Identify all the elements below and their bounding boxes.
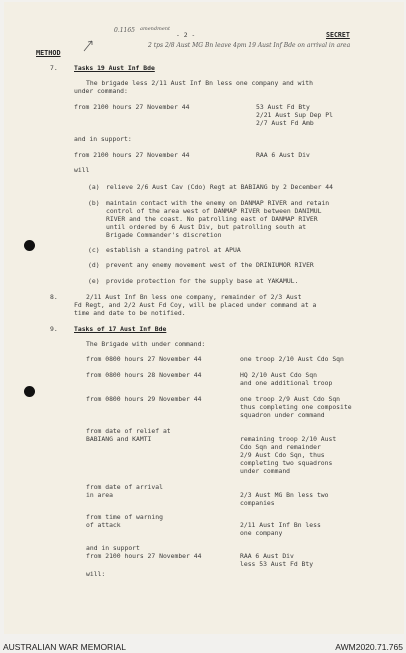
row-right: one company (240, 529, 283, 537)
row-right: squadron under command (240, 411, 325, 419)
task-line: until ordered by 6 Aust Div, but patrolling south at (106, 223, 307, 231)
page-number: - 2 - (176, 31, 196, 39)
row-right: under command (240, 467, 291, 475)
handwritten-reference: 0.1165 (114, 27, 135, 34)
row-right: HQ 2/10 Aust Cdo Sqn (240, 371, 317, 379)
para-number: 7. (50, 64, 58, 72)
row-right: 2/9 Aust Cdo Sqn, thus (240, 451, 325, 459)
unit-line: RAA 6 Aust Div (256, 151, 310, 159)
row-right: RAA 6 Aust Div (240, 552, 294, 560)
row-left: BABIANG and KAMTI (86, 435, 152, 443)
punch-hole (24, 240, 35, 251)
row-right: companies (240, 499, 275, 507)
row-right: completing two squadrons (240, 459, 333, 467)
handwritten-arrow-icon (82, 38, 96, 52)
from-text: from 2100 hours 27 November 44 (74, 103, 190, 111)
method-heading: METHOD (36, 49, 61, 57)
row-left: of attack (86, 521, 121, 529)
row-left: from date of arrival (86, 483, 163, 491)
task-line: maintain contact with the enemy on DANMAP RIVER and retain (106, 199, 330, 207)
row-right: thus completing one composite (240, 403, 352, 411)
row-right: remaining troop 2/10 Aust (240, 435, 337, 443)
para-text-line: The Brigade with under command: (86, 340, 206, 348)
row-right: one troop 2/10 Aust Cdo Sqn (240, 355, 344, 363)
row-right: one troop 2/9 Aust Cdo Sqn (240, 395, 341, 403)
unit-line: 2/21 Aust Sup Dep Pl (256, 111, 333, 119)
para-text-line: time and date to be notified. (74, 309, 186, 317)
para-text-line: 2/11 Aust Inf Bn less one company, remainder of 2/3 Aust (86, 293, 302, 301)
document-page (4, 2, 404, 634)
row-left: and in support (86, 544, 140, 552)
task-line: control of the area west of DANMAP RIVER between DANIMUL (106, 207, 322, 215)
para-heading: Tasks 19 Aust Inf Bde (74, 64, 155, 72)
unit-line: 2/7 Aust Fd Amb (256, 119, 314, 127)
row-left: in area (86, 491, 113, 499)
punch-hole (24, 386, 35, 397)
task-label: (c) (88, 246, 100, 254)
row-right: and one additional troop (240, 379, 333, 387)
archive-footer (0, 640, 406, 653)
task-line: provide protection for the supply base at YAKAMUL. (106, 277, 299, 285)
task-label: (e) (88, 277, 100, 285)
para-text-line: Fd Regt, and 2/2 Aust Fd Coy, will be placed under command at a (74, 301, 317, 309)
row-right: less 53 Aust Fd Bty (240, 560, 314, 568)
secret-marking: SECRET (326, 31, 350, 39)
handwritten-amended: amendment (140, 26, 171, 32)
para-text-line: The brigade less 2/11 Aust Inf Bn less one company and with (86, 79, 314, 87)
row-left: from 2100 hours 27 November 44 (86, 552, 202, 560)
handwritten-annotation: 2 tps 2/8 Aust MG Bn leave 4pm 19 Aust Inf Bde on arrival in area (148, 42, 351, 49)
para-text-line: under command: (74, 87, 128, 95)
task-line: Brigade Commander's discretion (106, 231, 222, 239)
row-right: 2/3 Aust MG Bn less two (240, 491, 329, 499)
row-left: from 0800 hours 27 November 44 (86, 355, 202, 363)
row-left: from date of relief at (86, 427, 171, 435)
from-text: from 2100 hours 27 November 44 (74, 151, 190, 159)
para-number: 8. (50, 293, 58, 301)
will-text: will: (86, 570, 106, 578)
task-line: establish a standing patrol at APUA (106, 246, 241, 254)
support-label: and in support: (74, 135, 132, 143)
task-label: (d) (88, 261, 100, 269)
task-line: relieve 2/6 Aust Cav (Cdo) Regt at BABIANG by 2 December 44 (106, 183, 334, 191)
para-heading: Tasks of 17 Aust Inf Bde (74, 325, 167, 333)
unit-line: 53 Aust Fd Bty (256, 103, 310, 111)
row-left: from 0800 hours 29 November 44 (86, 395, 202, 403)
task-line: prevent any enemy movement west of the DRINIUMOR RIVER (106, 261, 314, 269)
row-left: from time of warning (86, 513, 163, 521)
footer-accession: AWM2020.71.765 (335, 642, 403, 652)
footer-source: AUSTRALIAN WAR MEMORIAL (3, 642, 126, 652)
row-right: 2/11 Aust Inf Bn less (240, 521, 321, 529)
task-line: RIVER and the coast. No patrolling east of DANMAP RIVER (106, 215, 318, 223)
para-number: 9. (50, 325, 58, 333)
row-left: from 0800 hours 28 November 44 (86, 371, 202, 379)
row-right: Cdo Sqn and remainder (240, 443, 321, 451)
task-label: (a) (88, 183, 100, 191)
task-label: (b) (88, 199, 100, 207)
will-text: will (74, 166, 90, 174)
